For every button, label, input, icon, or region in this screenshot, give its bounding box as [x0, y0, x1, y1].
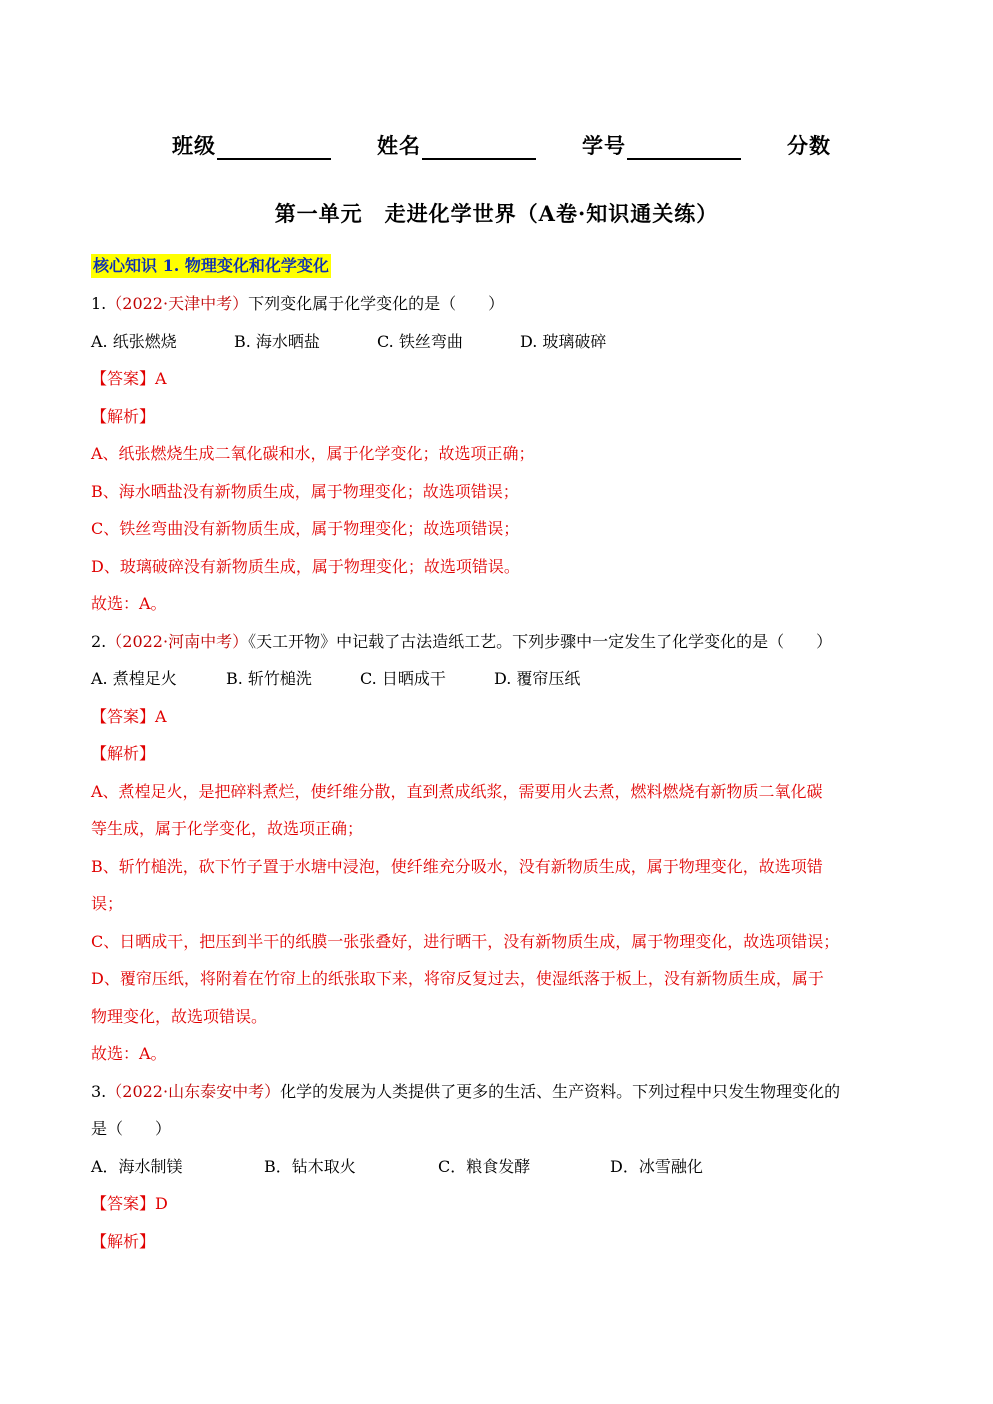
class-label: 班级: [172, 133, 216, 158]
class-blank[interactable]: [217, 132, 331, 160]
option-a: A. 煮楻足火: [91, 669, 177, 688]
student-id-label: 学号: [582, 133, 626, 158]
question-options: [91, 660, 906, 698]
analysis-line: 物理变化，故选项错误。: [91, 1006, 268, 1026]
question-3: [91, 1073, 906, 1261]
option-a: A．海水制镁: [91, 1156, 183, 1176]
question-2: [91, 623, 906, 1073]
analysis-label: 【解析】: [91, 1231, 156, 1251]
question-options: [91, 323, 906, 361]
class-field[interactable]: [172, 130, 331, 160]
question-stem: [91, 285, 906, 323]
document-title: 第一单元 走进化学世界（A卷·知识通关练）: [274, 201, 719, 226]
conclusion: 故选：A。: [91, 1044, 167, 1063]
question-options: [91, 1148, 906, 1186]
question-source: （2022·天津中考）: [106, 294, 249, 313]
question-text: 《天工开物》中记载了古法造纸工艺。下列步骤中一定发生了化学变化的是（ ）: [248, 631, 833, 651]
analysis-label: 【解析】: [91, 744, 156, 763]
name-label: 姓名: [377, 133, 421, 158]
score-label: 分数: [787, 133, 831, 158]
student-id-blank[interactable]: [627, 132, 741, 160]
question-text-continued: 是（ ）: [91, 1119, 172, 1138]
option-a: A. 纸张燃烧: [91, 331, 177, 351]
question-source: （2022·山东泰安中考）: [106, 1081, 281, 1101]
analysis-line: D、覆帘压纸，将附着在竹帘上的纸张取下来，将帘反复过去，使湿纸落于板上，没有新物质生成，属于: [91, 969, 824, 988]
question-number: 2.: [91, 631, 107, 651]
analysis-line: C、日晒成干，把压到半干的纸膜一张张叠好，进行晒干，没有新物质生成，属于物理变化，故选项错误；: [91, 931, 840, 951]
question-stem: [91, 623, 906, 661]
option-c: C. 日晒成干: [360, 669, 446, 688]
answer: 【答案】A: [91, 369, 167, 388]
student-id-field[interactable]: [582, 130, 741, 160]
question-stem: [91, 1073, 906, 1111]
question-text: 下列变化属于化学变化的是（ ）: [248, 294, 505, 313]
analysis-label: 【解析】: [91, 406, 156, 426]
document-body: [91, 254, 906, 1260]
option-b: B. 海水晒盐: [234, 331, 320, 351]
option-c: C. 铁丝弯曲: [377, 331, 463, 351]
option-d: D. 玻璃破碎: [520, 331, 607, 351]
analysis-line: 等生成，属于化学变化，故选项正确；: [91, 819, 364, 838]
analysis-line: A、煮楻足火，是把碎料煮烂，使纤维分散，直到煮成纸浆，需要用火去煮，燃料燃烧有新物质二氧化碳: [91, 781, 823, 801]
question-text: 化学的发展为人类提供了更多的生活、生产资料。下列过程中只发生物理变化的: [280, 1081, 841, 1101]
option-b: B．钻木取火: [264, 1156, 356, 1176]
analysis-line: A、纸张燃烧生成二氧化碳和水，属于化学变化；故选项正确；: [91, 444, 535, 463]
name-field[interactable]: [377, 130, 536, 160]
student-info-fields: [172, 130, 831, 160]
question-number: 3.: [91, 1081, 107, 1101]
analysis-line: B、海水晒盐没有新物质生成，属于物理变化；故选项错误；: [91, 481, 519, 501]
answer: 【答案】A: [91, 706, 167, 726]
analysis-line: C、铁丝弯曲没有新物质生成，属于物理变化；故选项错误；: [91, 519, 520, 538]
analysis-line: 误；: [91, 894, 124, 913]
question-number: 1.: [91, 294, 107, 313]
answer: 【答案】D: [91, 1194, 168, 1213]
option-d: D．冰雪融化: [610, 1156, 703, 1176]
question-1: [91, 285, 906, 623]
option-d: D. 覆帘压纸: [494, 669, 581, 688]
score-field: [787, 130, 831, 160]
conclusion: 故选：A。: [91, 594, 167, 613]
name-blank[interactable]: [422, 132, 536, 160]
option-b: B. 斩竹槌洗: [226, 669, 312, 688]
option-c: C．粮食发酵: [438, 1156, 531, 1176]
analysis-line: D、玻璃破碎没有新物质生成，属于物理变化；故选项错误。: [91, 556, 520, 576]
section-heading: 核心知识 1. 物理变化和化学变化: [91, 254, 331, 278]
analysis-line: B、斩竹槌洗，砍下竹子置于水塘中浸泡，使纤维充分吸水，没有新物质生成，属于物理变化，故选项错: [91, 856, 823, 876]
question-source: （2022·河南中考）: [106, 631, 249, 651]
